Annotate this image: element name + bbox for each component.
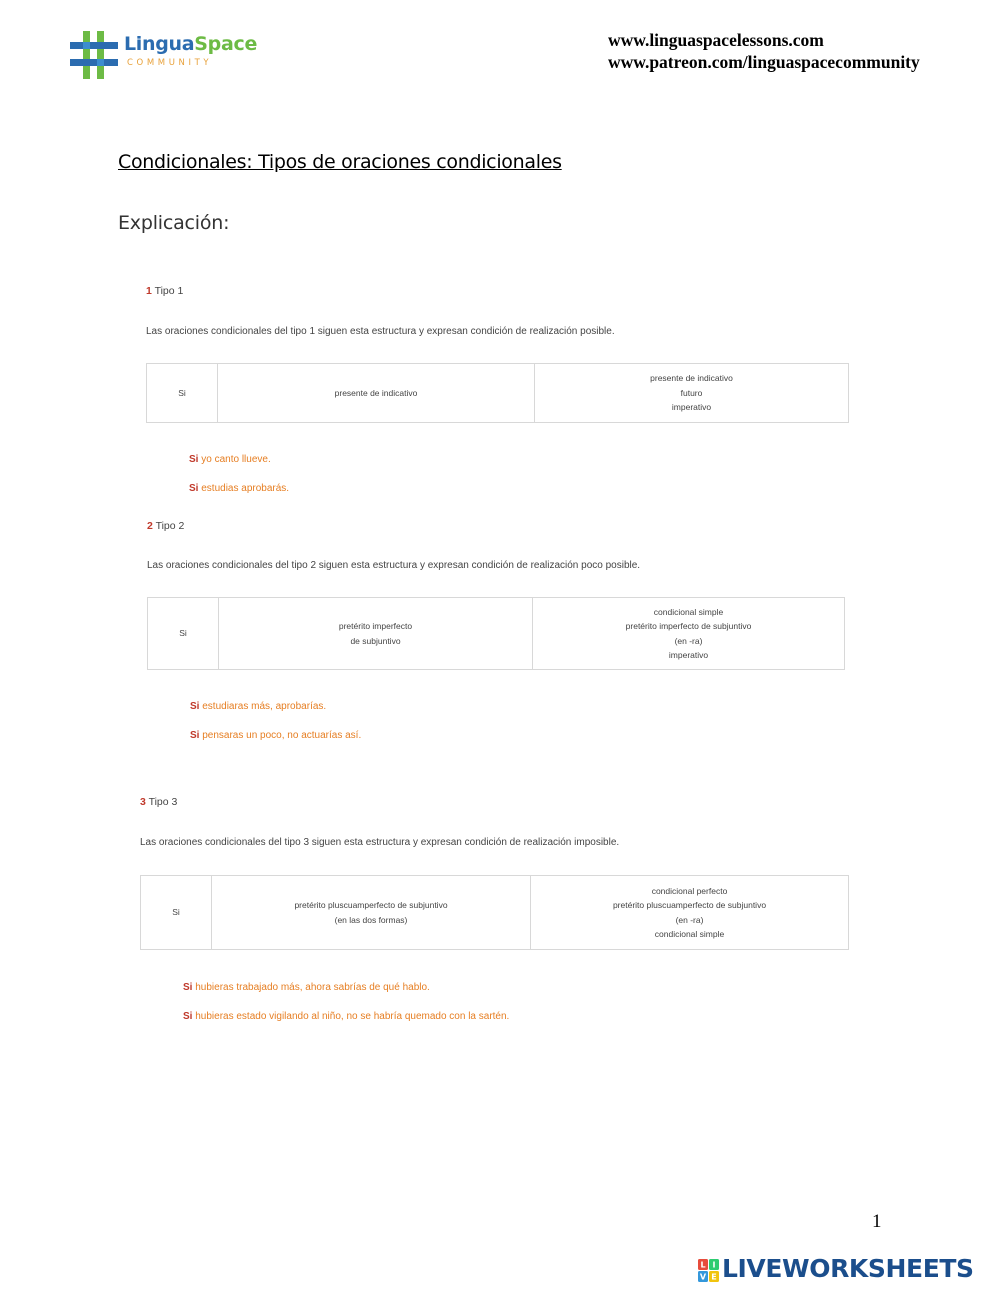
- cell-line: (en -ra): [674, 635, 703, 646]
- table-cell-result: [535, 364, 849, 423]
- cell-line: Si: [172, 907, 180, 918]
- cell-line: pretérito pluscuamperfecto de subjuntivo: [294, 900, 448, 910]
- page-number: 1: [872, 1211, 882, 1232]
- cell-line: (en -ra): [675, 914, 704, 925]
- section-label: Tipo 1: [154, 285, 184, 297]
- cell-line: de subjuntivo: [350, 635, 401, 646]
- liveworksheets-brand[interactable]: LIVEWORKSHEETS: [722, 1254, 974, 1283]
- example-rest: estudias aprobarás.: [201, 483, 290, 494]
- example-si: Si: [189, 454, 199, 465]
- cell-line: condicional simple: [654, 929, 725, 939]
- example-rest: hubieras trabajado más, ahora sabrías de qué hablo.: [195, 982, 430, 993]
- cell-line: imperativo: [671, 402, 712, 413]
- cell-line: condicional simple: [653, 606, 724, 617]
- table-cell-si: [141, 876, 212, 950]
- example-si: Si: [190, 701, 200, 712]
- example-rest: estudiaras más, aprobarías.: [202, 701, 327, 712]
- structure-table-tipo2: [147, 597, 845, 670]
- example-si: Si: [183, 982, 193, 993]
- table-cell-condition: [212, 876, 531, 950]
- example-si: Si: [183, 1011, 193, 1022]
- structure-table-tipo1: [146, 363, 849, 423]
- block-letter-l: L: [700, 1260, 706, 1270]
- page-subtitle: Explicación:: [118, 212, 230, 234]
- cell-line: condicional perfecto: [651, 885, 728, 896]
- block-letter-i: I: [712, 1260, 716, 1270]
- section-number: 3: [140, 796, 146, 808]
- table-cell-result: [531, 876, 849, 950]
- section-heading-tipo1: [146, 285, 183, 297]
- url-patreon[interactable]: www.patreon.com/linguaspacecommunity: [608, 52, 920, 72]
- cell-line: Si: [178, 387, 186, 398]
- linguaspace-logo-icon: [70, 31, 118, 79]
- logo-name: [124, 33, 257, 55]
- example-rest: hubieras estado vigilando al niño, no se habría quemado con la sartén.: [195, 1011, 510, 1022]
- cell-line: presente de indicativo: [650, 373, 733, 384]
- section-label: Tipo 2: [155, 520, 185, 532]
- section-description-tipo3: Las oraciones condicionales del tipo 3 siguen esta estructura y expresan condición de realización imposible.: [140, 837, 620, 848]
- section-heading-tipo3: [140, 796, 177, 808]
- structure-table-tipo3: [140, 875, 849, 950]
- section-description-tipo2: Las oraciones condicionales del tipo 2 siguen esta estructura y expresan condición de realización poco posible.: [147, 560, 641, 571]
- url-lessons[interactable]: www.linguaspacelessons.com: [608, 30, 824, 50]
- section-heading-tipo2: [147, 520, 184, 532]
- table-row: [147, 364, 849, 423]
- example-si: Si: [189, 483, 199, 494]
- cell-line: Si: [179, 628, 187, 639]
- table-row: [141, 876, 849, 950]
- cell-line: futuro: [680, 387, 703, 398]
- example-rest: yo canto llueve.: [201, 454, 271, 465]
- table-cell-si: [147, 364, 218, 423]
- header-urls: [608, 29, 920, 73]
- logo-name-space: Space: [194, 33, 258, 55]
- block-letter-v: V: [699, 1272, 707, 1282]
- cell-line: pretérito imperfecto de subjuntivo: [625, 621, 752, 631]
- liveworksheets-logo-icon: [698, 1259, 720, 1283]
- section-number: 2: [147, 520, 153, 532]
- logo-name-lingua: Lingua: [124, 33, 195, 55]
- cell-line: pretérito pluscuamperfecto de subjuntivo: [612, 900, 767, 910]
- example-sentence: [183, 982, 430, 993]
- page-title: Condicionales: Tipos de oraciones condicionales: [118, 151, 562, 173]
- cell-line: presente de indicativo: [334, 387, 418, 398]
- example-sentence: [189, 483, 289, 494]
- example-sentence: [190, 730, 361, 741]
- table-cell-condition: [219, 598, 533, 670]
- cell-line: (en las dos formas): [334, 914, 408, 925]
- table-cell-si: [148, 598, 219, 670]
- table-cell-condition: [218, 364, 535, 423]
- example-si: Si: [190, 730, 200, 741]
- example-rest: pensaras un poco, no actuarías así.: [202, 730, 362, 741]
- example-sentence: [190, 701, 326, 712]
- cell-line: imperativo: [668, 650, 709, 660]
- block-letter-e: E: [711, 1272, 717, 1282]
- cell-line: pretérito imperfecto: [338, 621, 413, 631]
- example-sentence: [183, 1011, 509, 1022]
- example-sentence: [189, 454, 271, 465]
- table-cell-result: [533, 598, 845, 670]
- table-row: [148, 598, 845, 670]
- section-number: 1: [146, 285, 152, 297]
- section-description-tipo1: Las oraciones condicionales del tipo 1 siguen esta estructura y expresan condición de realización posible.: [146, 326, 615, 337]
- section-label: Tipo 3: [148, 796, 178, 808]
- logo-subtitle: COMMUNITY: [127, 58, 213, 68]
